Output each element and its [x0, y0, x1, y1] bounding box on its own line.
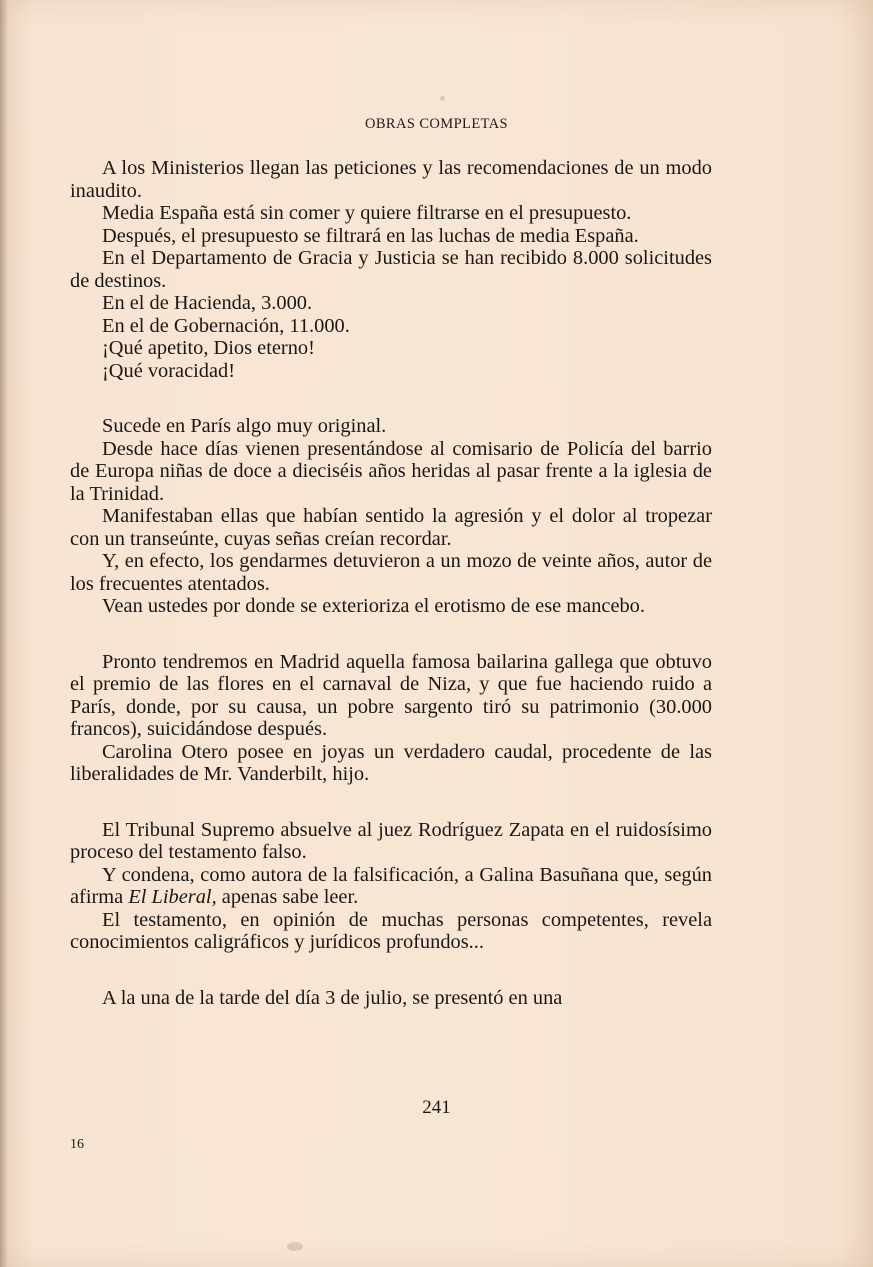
paragraph: Pronto tendremos en Madrid aquella famosa bailarina gallega que obtuvo el premio de las flores en el carnaval de Niza, y que fue haciendo ruido a París, donde, por su causa, un pobre sargento tiró su patrimonio (30.000 francos), suicidándose después. [70, 650, 712, 740]
newspaper-title: El Liberal, [128, 886, 217, 908]
paragraph: Vean ustedes por donde se exterioriza el erotismo de ese mancebo. [102, 595, 645, 617]
paragraph: Después, el presupuesto se filtrará en las luchas de media España. [102, 224, 639, 247]
signature-mark: 16 [70, 1137, 84, 1152]
paragraph: Carolina Otero posee en joyas un verdadero caudal, procedente de las liberalidades de Mr. Vanderbilt, hijo. [70, 740, 712, 785]
paragraph: A los Ministerios llegan las peticiones y las recomendaciones de un modo inaudito. [70, 157, 712, 202]
print-speck [287, 1242, 303, 1251]
paragraph: Desde hace días vienen presentándose al comisario de Policía del barrio de Europa niñas de doce a dieciséis años heridas al pasar frente a la iglesia de la Trinidad. [70, 437, 712, 505]
paragraph-text: Y condena, como autora de la falsificación, a Galina Basuñana que, según afirma [70, 863, 712, 908]
page-number: 241 [422, 1097, 451, 1118]
page-edge-shadow [0, 0, 8, 1267]
paragraph: En el de Hacienda, 3.000. [102, 292, 313, 314]
paragraph: El Tribunal Supremo absuelve al juez Rodríguez Zapata en el ruidosísimo proceso del testamento falso. [70, 818, 712, 863]
print-speck [440, 96, 445, 101]
running-header: OBRAS COMPLETAS [364, 116, 509, 132]
paragraph: Sucede en París algo muy original. [102, 415, 387, 437]
paragraph: El testamento, en opinión de muchas personas competentes, revela conocimientos caligráficos y jurídicos profundos... [70, 908, 712, 953]
paragraph-text: apenas sabe leer. [216, 886, 359, 908]
paragraph: Y, en efecto, los gendarmes detuvieron a un mozo de veinte años, autor de los frecuentes atentados. [70, 550, 712, 595]
paragraph: Manifestaban ellas que habían sentido la agresión y el dolor al tropezar con un transeúnte, cuyas señas creían recordar. [70, 505, 712, 550]
paragraph: ¡Qué apetito, Dios eterno! [102, 337, 315, 359]
body-text [70, 157, 712, 1009]
paragraph: ¡Qué voracidad! [102, 359, 236, 382]
paragraph [70, 864, 712, 909]
paragraph: Media España está sin comer y quiere filtrarse en el presupuesto. [102, 202, 632, 224]
paragraph: En el Departamento de Gracia y Justicia se han recibido 8.000 solicitudes de destinos. [70, 247, 712, 292]
paragraph: A la una de la tarde del día 3 de julio, se presentó en una [102, 986, 563, 1009]
paragraph: En el de Gobernación, 11.000. [102, 314, 350, 337]
